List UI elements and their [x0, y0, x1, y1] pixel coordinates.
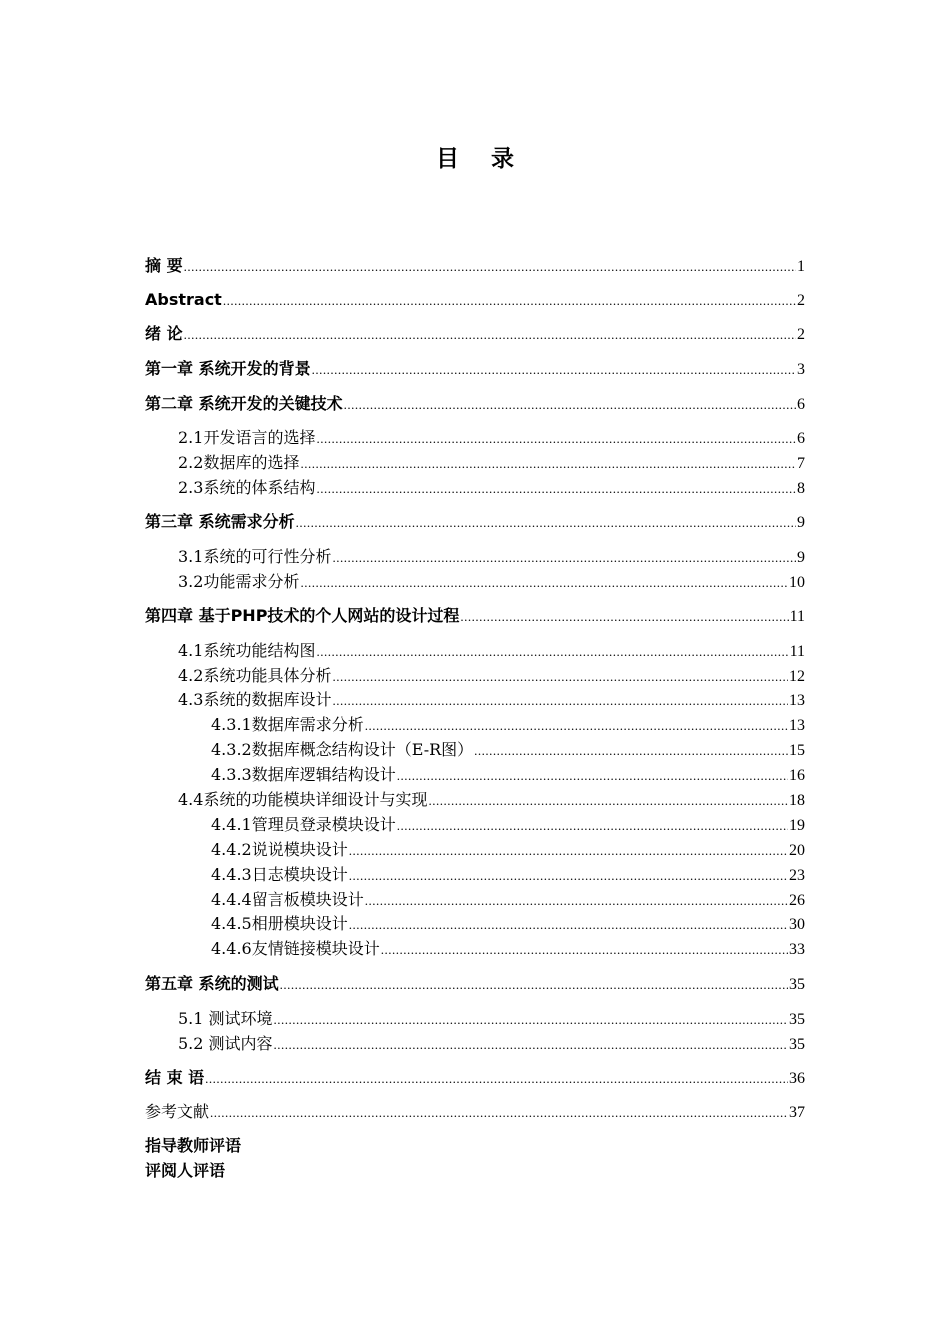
toc-entry[interactable]: [178, 453, 805, 474]
toc-entry[interactable]: [145, 324, 805, 345]
toc-entry[interactable]: [178, 790, 805, 811]
toc-dot-leader: [332, 691, 788, 711]
toc-dot-leader: [349, 841, 788, 861]
toc-entry[interactable]: [145, 256, 805, 277]
toc-entry-label: 4.4.5相册模块设计: [211, 914, 348, 933]
toc-dot-leader: [223, 291, 796, 311]
toc-dot-leader: [316, 642, 788, 662]
toc-entry[interactable]: [211, 815, 805, 836]
toc-entry-page-number: 10: [789, 574, 805, 591]
toc-entry-page-number: 12: [789, 668, 805, 685]
toc-entry-page-number: 6: [797, 430, 805, 447]
toc-entry-page-number: 23: [789, 867, 805, 884]
toc-entry[interactable]: [145, 1102, 805, 1123]
toc-entry[interactable]: [178, 690, 805, 711]
toc-entry-label: 2.3系统的体系结构: [178, 478, 316, 497]
toc-entry-page-number: 13: [789, 717, 805, 734]
toc-entry[interactable]: [178, 428, 805, 449]
toc-entry[interactable]: [145, 394, 805, 415]
toc-entry-page-number: 35: [789, 1011, 805, 1028]
toc-entry-page-number: 36: [789, 1070, 805, 1087]
toc-entry-label: 摘 要: [145, 256, 183, 275]
toc-entry-label: 第一章 系统开发的背景: [145, 359, 311, 378]
toc-entry-label: 第三章 系统需求分析: [145, 512, 295, 531]
toc-entry[interactable]: [211, 890, 805, 911]
toc-dot-leader: [296, 513, 796, 533]
toc-entry-label: 第五章 系统的测试: [145, 974, 279, 993]
toc-entry[interactable]: [178, 1034, 805, 1055]
toc-entry[interactable]: [211, 765, 805, 786]
toc-dot-leader: [300, 573, 788, 593]
toc-entry-page-number: 7: [797, 455, 805, 472]
toc-entry-page-number: 13: [789, 692, 805, 709]
toc-dot-leader: [365, 891, 788, 911]
toc-dot-leader: [365, 716, 788, 736]
toc-entry[interactable]: [145, 606, 805, 627]
toc-dot-leader: [280, 975, 788, 995]
toc-entry-label: 4.2系统功能具体分析: [178, 666, 332, 685]
toc-entry-label: 4.4系统的功能模块详细设计与实现: [178, 790, 428, 809]
toc-entry-label: 3.2功能需求分析: [178, 572, 300, 591]
toc-dot-leader: [474, 741, 788, 761]
toc-entry[interactable]: [178, 572, 805, 593]
toc-entry[interactable]: [211, 914, 805, 935]
toc-dot-leader: [460, 607, 788, 627]
toc-entry[interactable]: [145, 359, 805, 380]
toc-entry-label: 2.1开发语言的选择: [178, 428, 316, 447]
toc-entry-label: 4.3系统的数据库设计: [178, 690, 332, 709]
toc-entry-page-number: 30: [789, 916, 805, 933]
toc-entry[interactable]: [145, 974, 805, 995]
appendix-item: 评阅人评语: [145, 1161, 226, 1180]
toc-entry-page-number: 15: [789, 742, 805, 759]
toc-entry-label: 参考文献: [145, 1102, 210, 1121]
toc-dot-leader: [428, 791, 788, 811]
toc-dot-leader: [349, 866, 788, 886]
toc-dot-leader: [397, 766, 788, 786]
toc-entry-label: 5.2 测试内容: [178, 1034, 273, 1053]
toc-entry[interactable]: [178, 547, 805, 568]
toc-entry-page-number: 26: [789, 892, 805, 909]
toc-dot-leader: [381, 940, 788, 960]
toc-entry-label: 4.4.3日志模块设计: [211, 865, 348, 884]
toc-entry[interactable]: [211, 939, 805, 960]
toc-dot-leader: [349, 915, 788, 935]
toc-dot-leader: [312, 360, 796, 380]
toc-entry-page-number: 11: [789, 608, 805, 625]
toc-entry-page-number: 3: [797, 361, 805, 378]
toc-entry-label: 4.3.3数据库逻辑结构设计: [211, 765, 396, 784]
toc-entry-label: 第四章 基于PHP技术的个人网站的设计过程: [145, 606, 460, 625]
toc-dot-leader: [274, 1010, 788, 1030]
toc-entry-label: 2.2数据库的选择: [178, 453, 300, 472]
toc-entry-page-number: 19: [789, 817, 805, 834]
toc-entry[interactable]: [211, 865, 805, 886]
toc-entry[interactable]: [211, 840, 805, 861]
toc-entry-page-number: 35: [789, 976, 805, 993]
toc-dot-leader: [205, 1069, 788, 1089]
toc-dot-leader: [300, 454, 796, 474]
toc-entry[interactable]: [211, 740, 805, 761]
toc-entry-label: 4.3.1数据库需求分析: [211, 715, 364, 734]
toc-entry[interactable]: [145, 512, 805, 533]
toc-dot-leader: [397, 816, 788, 836]
toc-entry-page-number: 9: [797, 549, 805, 566]
toc-dot-leader: [332, 548, 796, 568]
toc-entry-page-number: 16: [789, 767, 805, 784]
toc-entry-label: Abstract: [145, 290, 222, 309]
toc-entry[interactable]: [178, 478, 805, 499]
toc-entry-label: 4.1系统功能结构图: [178, 641, 316, 660]
toc-entry[interactable]: [178, 1009, 805, 1030]
toc-entry-page-number: 2: [797, 326, 805, 343]
toc-entry[interactable]: [178, 666, 805, 687]
toc-entry-label: 5.1 测试环境: [178, 1009, 273, 1028]
toc-dot-leader: [316, 429, 796, 449]
toc-entry-page-number: 1: [797, 258, 805, 275]
toc-entry-label: 4.4.1管理员登录模块设计: [211, 815, 396, 834]
toc-entry[interactable]: [145, 1068, 805, 1089]
toc-dot-leader: [210, 1103, 788, 1123]
toc-entry[interactable]: [145, 290, 805, 311]
toc-dot-leader: [274, 1035, 788, 1055]
toc-dot-leader: [184, 257, 796, 277]
toc-dot-leader: [316, 479, 796, 499]
toc-entry-page-number: 6: [797, 396, 805, 413]
toc-dot-leader: [332, 667, 788, 687]
toc-entry-page-number: 8: [797, 480, 805, 497]
toc-entry-page-number: 2: [797, 292, 805, 309]
toc-entry-label: 结 束 语: [145, 1068, 205, 1087]
page-title: 目 录: [435, 146, 526, 172]
toc-entry-label: 第二章 系统开发的关键技术: [145, 394, 343, 413]
toc-entry-page-number: 33: [789, 941, 805, 958]
toc-entry-page-number: 37: [789, 1104, 805, 1121]
toc-entry-page-number: 20: [789, 842, 805, 859]
toc-entry[interactable]: [211, 715, 805, 736]
toc-dot-leader: [184, 325, 796, 345]
toc-entry-label: 4.4.6友情链接模块设计: [211, 939, 380, 958]
toc-entry-page-number: 18: [789, 792, 805, 809]
appendix-item: 指导教师评语: [145, 1136, 242, 1155]
toc-dot-leader: [344, 395, 796, 415]
toc-entry-page-number: 11: [789, 643, 805, 660]
toc-entry-label: 4.4.2说说模块设计: [211, 840, 348, 859]
toc-entry-page-number: 9: [797, 514, 805, 531]
toc-entry-label: 3.1系统的可行性分析: [178, 547, 332, 566]
toc-entry-label: 4.3.2数据库概念结构设计（E-R图）: [211, 740, 474, 759]
toc-entry[interactable]: [178, 641, 805, 662]
toc-entry-label: 4.4.4留言板模块设计: [211, 890, 364, 909]
toc-entry-label: 绪 论: [145, 324, 183, 343]
toc-entry-page-number: 35: [789, 1036, 805, 1053]
